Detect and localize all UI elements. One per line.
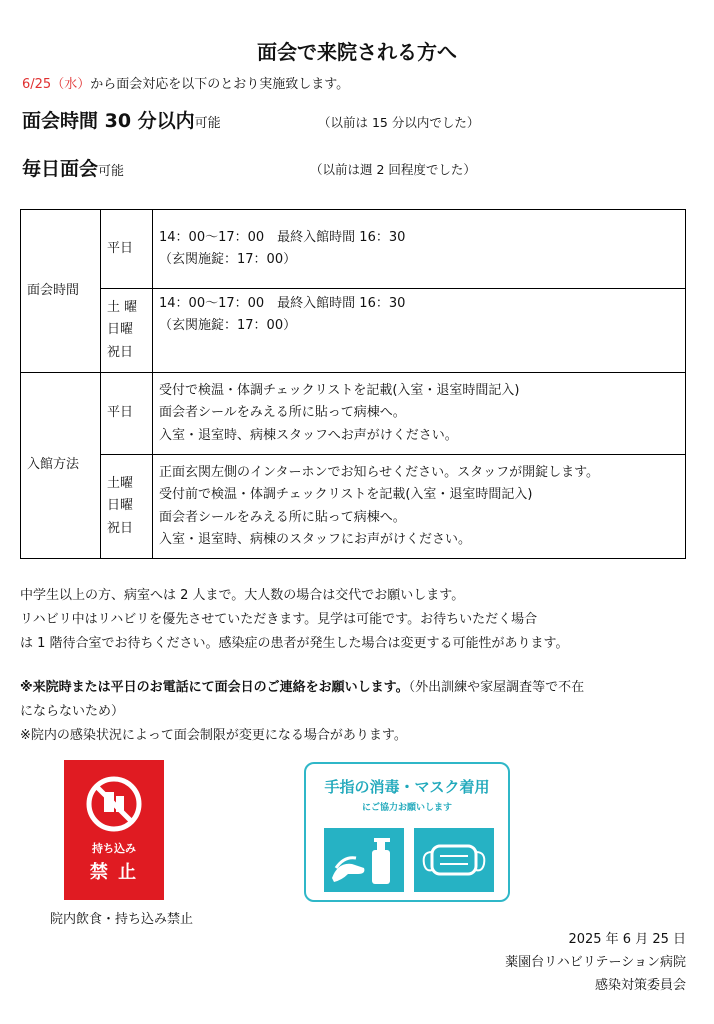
notice-rest: （外出訓練や家屋調査等で不在: [408, 680, 585, 695]
text-line: は 1 階待合室でお待ちください。感染症の患者が発生した場合は変更する可能性があります。: [20, 636, 569, 651]
text-line: 入室・退室時、病棟スタッフへお声がけください。: [159, 427, 458, 443]
day-label: 祝日: [107, 520, 134, 536]
bold-notice: ※来院時または平日のお電話にて面会日のご連絡をお願いします。: [20, 680, 409, 695]
text-line: にならないため）: [20, 704, 125, 719]
paragraph-visit-rules: [20, 584, 569, 656]
hand-sanitizer-icon: [324, 828, 404, 892]
entry-method-holiday: [153, 455, 686, 559]
highlight-main: 毎日面会: [22, 158, 99, 180]
no-food-icon: [64, 760, 164, 840]
text-line: 入室・退室時、病棟のスタッフにお声がけください。: [159, 531, 472, 547]
text-line: （玄関施錠：17：00）: [159, 252, 297, 267]
text-line: 中学生以上の方、病室へは 2 人まで。大人数の場合は交代でお願いします。: [20, 588, 465, 603]
sign-label-small: 持ち込み: [92, 842, 136, 855]
text-line: ※院内の感染状況によって面会制限が変更になる場合があります。: [20, 728, 407, 743]
day-label: 土 曜: [107, 300, 138, 316]
table-row: [21, 455, 686, 559]
mask-icon: [414, 828, 494, 892]
highlight-suffix: 可能: [98, 164, 125, 179]
text-line: 受付前で検温・体調チェックリストを記載(入室・退室時間記入): [159, 487, 533, 503]
sign-label-large: 禁 止: [89, 862, 139, 883]
highlight-note: （以前は 15 分以内でした）: [318, 115, 480, 130]
hand-sanitizer-panel: [324, 828, 404, 892]
table-row: [21, 373, 686, 455]
text-line: 面会者シールをみえる所に貼って病棟へ。: [159, 405, 406, 421]
row-header-entry-method: 入館方法: [21, 373, 101, 559]
sign-title: 手指の消毒・マスク着用: [324, 778, 490, 796]
visit-rules-table: [20, 209, 686, 559]
sign-subtitle: にご協力お願いします: [361, 803, 452, 813]
no-food-caption: 院内飲食・持ち込み禁止: [50, 912, 194, 927]
footer-signature: [505, 928, 686, 997]
intro-line: [22, 73, 349, 92]
day-label: 日曜: [107, 498, 134, 514]
mask-panel: [414, 828, 494, 892]
highlight-main: 面会時間 30 分以内: [22, 110, 195, 132]
start-date: 6/25（水）: [22, 77, 91, 92]
committee-name: 感染対策委員会: [594, 978, 686, 993]
highlight-suffix: 可能: [194, 116, 221, 131]
day-labels: [101, 455, 153, 559]
highlight-note: （以前は週 2 回程度でした）: [310, 162, 476, 177]
visit-time-weekday: [153, 210, 686, 289]
visit-time-holiday: [153, 289, 686, 373]
day-label: 日曜: [107, 322, 134, 338]
text-line: 14：00～17：00 最終入館時間 16：30: [159, 229, 406, 245]
text-line: 14：00～17：00 最終入館時間 16：30: [159, 296, 406, 311]
text-line: 面会者シールをみえる所に貼って病棟へ。: [159, 509, 406, 525]
no-food-sign: [64, 760, 164, 900]
page-title: 面会で来院される方へ: [257, 40, 457, 64]
text-line: [20, 676, 584, 700]
day-label: 平日: [101, 210, 153, 289]
highlight-daily-visit: [22, 154, 124, 181]
table-row: [21, 210, 686, 289]
text-line: （玄関施錠：17：00）: [159, 318, 297, 334]
row-header-visit-time: 面会時間: [21, 210, 101, 373]
paragraph-contact-notice: [20, 676, 584, 748]
entry-method-weekday: [153, 373, 686, 455]
intro-text: から面会対応を以下のとおり実施致します。: [90, 77, 350, 92]
issue-date: 2025 年 6 月 25 日: [568, 932, 686, 947]
text-line: リハビリ中はリハビリを優先させていただきます。見学は可能です。お待ちいただく場合: [20, 612, 538, 627]
day-label: 平日: [101, 373, 153, 455]
day-label: 祝日: [107, 344, 134, 360]
day-label: 土曜: [107, 476, 134, 492]
highlight-visit-duration: [22, 106, 221, 133]
text-line: 受付で検温・体調チェックリストを記載(入室・退室時間記入): [159, 383, 520, 399]
text-line: 正面玄関左側のインターホンでお知らせください。スタッフが開錠します。: [159, 465, 600, 481]
hospital-name: 薬園台リハビリテーション病院: [505, 955, 686, 970]
hand-sanitize-mask-sign: [304, 762, 510, 902]
table-row: [21, 289, 686, 373]
day-labels: [101, 289, 153, 373]
